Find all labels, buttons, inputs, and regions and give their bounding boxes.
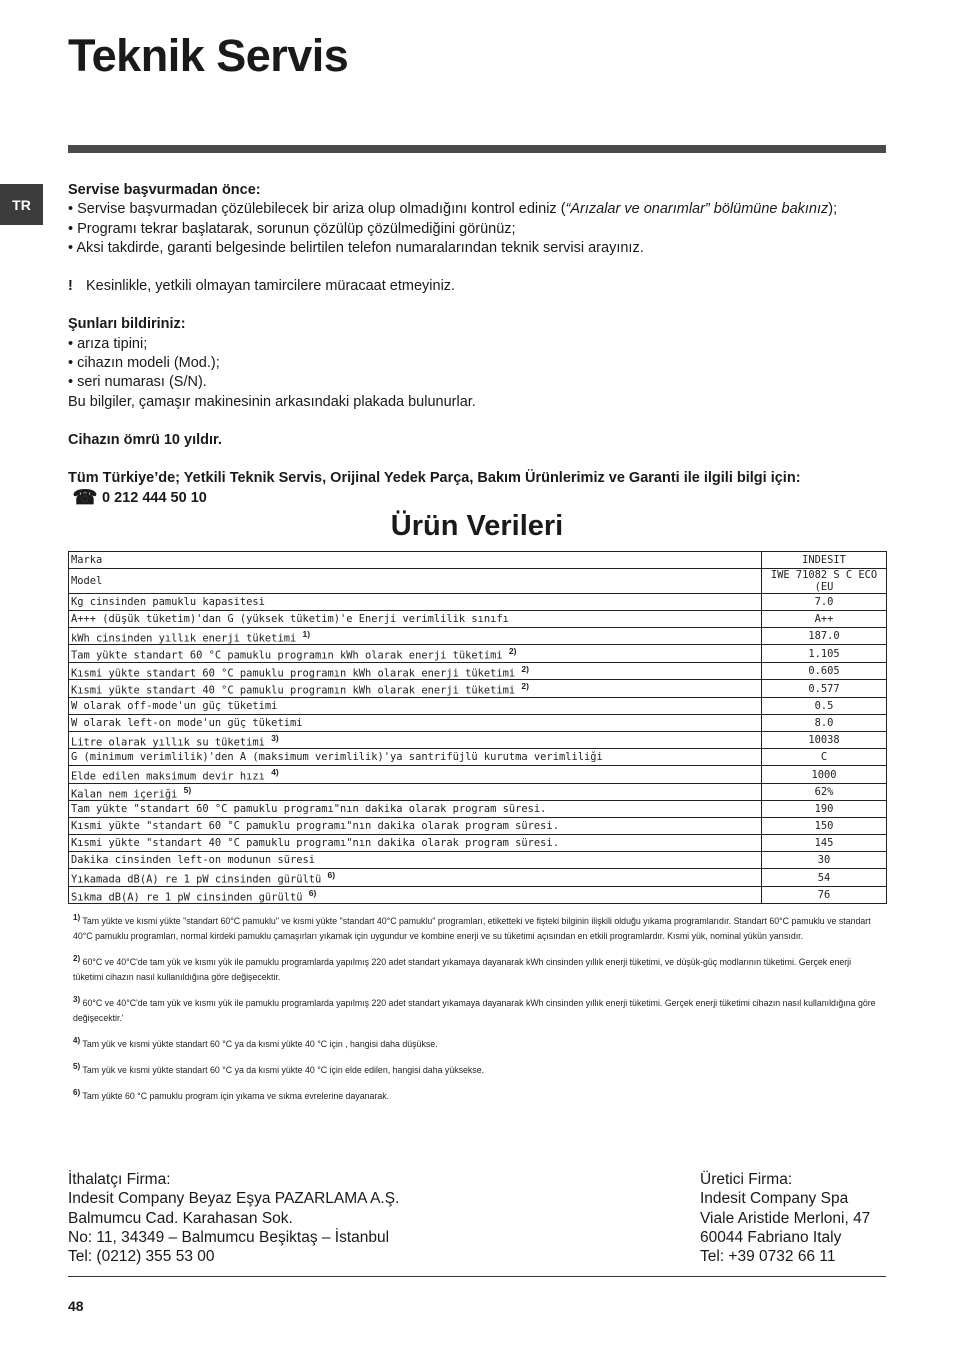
importer-line: Indesit Company Beyaz Eşya PAZARLAMA A.Ş.: [68, 1190, 400, 1208]
title-divider: [68, 145, 886, 153]
table-row: [69, 749, 887, 766]
row-label: Kg cinsinden pamuklu kapasitesi: [69, 594, 762, 611]
row-value: A++: [762, 611, 887, 628]
footnotes: [73, 910, 883, 1111]
row-label: Kısmi yükte "standart 40 °C pamuklu programı"nın dakika olarak program süresi.: [69, 835, 762, 852]
manufacturer-line: Indesit Company Spa: [700, 1190, 849, 1208]
footnote-ref: 3): [271, 732, 279, 743]
service-info-section: [68, 181, 886, 508]
row-label: Kısmi yükte standart 60 °C pamuklu programın kWh olarak enerji tüketimi $^{2)}$: [69, 662, 762, 679]
table-row: [69, 645, 887, 662]
row-value: 1.105: [762, 645, 887, 662]
table-row: [69, 869, 887, 886]
importer-line: Tel: (0212) 355 53 00: [68, 1248, 215, 1266]
row-value: 0.5: [762, 697, 887, 714]
table-row: [69, 569, 887, 594]
row-label: Yıkamada dB(A) re 1 pW cinsinden gürültü $^{6)}$: [69, 869, 762, 886]
servis-heading: Servise başvurmadan önce:: [68, 182, 261, 198]
row-value: 0.605: [762, 662, 887, 679]
footnote: $^{1)}$ Tam yükte ve kısmi yükte "standart 60°C pamuklu" ve kısmi yükte "standart 40°C pamuklu" programları, etiketteki ve fişteki bilginin ilişkili olduğu yıkama programlarıdır. Standart 60°C pamuklu ve standart 40°C pamuklu programları, normal kirdeki pamuklu çamaşırları yıkamak için uygundur ve kombine enerji ve su tüketimi açısından en etkili programlardır. Kısmi yük, nominal yükün yarısıdır.: [73, 913, 871, 941]
info-line: Tüm Türkiye’de; Yetkili Teknik Servis, Orijinal Yedek Parça, Bakım Ürünlerimiz ve Garanti ile ilgili bilgi için:: [68, 470, 801, 487]
row-value: 30: [762, 852, 887, 869]
product-data-title: Ürün Verileri: [390, 510, 564, 542]
row-label: Model: [69, 569, 762, 594]
list-item: • arıza tipini;: [68, 335, 886, 354]
row-label: Kısmi yükte "standart 60 °C pamuklu programı"nın dakika olarak program süresi.: [69, 818, 762, 835]
row-label: G (minimum verimlilik)'den A (maksimum verimlilik)'ya santrifüjlü kurutma verimliliği: [69, 749, 762, 766]
footnote: $^{4)}$ Tam yük ve kısmi yükte standart 60 °C ya da kısmi yükte 40 °C için , hangisi daha düşükse.: [73, 1035, 438, 1049]
manufacturer-address: [700, 1170, 870, 1266]
footnote: $^{3)}$ 60°C ve 40°C'de tam yük ve kısmı yük ile pamuklu programlarda yapılmış 220 adet standart yıkamaya dayanarak kWh cinsinden yıllık enerji tüketimi. Gerçek enerji tüketimi cihazın nasıl kullanıldığına göre değişecektir.': [73, 994, 876, 1023]
table-row: [69, 835, 887, 852]
importer-line: Balmumcu Cad. Karahasan Sok.: [68, 1209, 293, 1227]
manufacturer-line: 60044 Fabriano Italy: [700, 1228, 842, 1246]
row-value: 8.0: [762, 714, 887, 731]
footnote: $^{2)}$ 60°C ve 40°C'de tam yük ve kısmı yük ile pamuklu programlarda yapılmış 220 adet standart yıkamaya dayanarak kWh cinsinden yıllık enerji tüketimi, ve düşük-güç modlarının tüketimi. Gerçek enerji tüketimi cihazın nasıl kullanıldığına göre değişecektir.: [73, 953, 852, 982]
table-row: [69, 886, 887, 903]
row-label: Marka: [69, 552, 762, 569]
footnote-ref: 6): [327, 870, 336, 881]
table-row: [69, 731, 887, 748]
lifetime-text: Cihazın ömrü 10 yıldır.: [68, 431, 222, 448]
row-label: Sıkma dB(A) re 1 pW cinsinden gürültü $^{6)}$: [69, 886, 762, 903]
table-row: [69, 852, 887, 869]
list-item: • seri numarası (S/N).: [68, 373, 886, 392]
table-row: [69, 680, 887, 697]
table-row: [69, 818, 887, 835]
importer-line: No: 11, 34349 – Balmumcu Beşiktaş – İstanbul: [68, 1228, 390, 1246]
row-label: kWh cinsinden yıllık enerji tüketimi $^{1)}$: [69, 628, 762, 645]
row-label: Kalan nem içeriği $^{5)}$: [69, 783, 762, 800]
importer-address: [68, 1170, 399, 1266]
footnote: $^{6)}$ Tam yükte 60 °C pamuklu program için yıkama ve sıkma evrelerine dayanarak.: [73, 1087, 390, 1101]
row-value: 7.0: [762, 594, 887, 611]
footnote-ref: 4): [271, 767, 279, 778]
warning-note: ! Kesinlikle, yetkili olmayan tamircilere müracaat etmeyiniz.: [68, 277, 886, 296]
table-row: [69, 801, 887, 818]
footnote-ref: 5): [183, 784, 192, 795]
footer-divider: [68, 1276, 886, 1277]
row-value: 76: [762, 886, 887, 903]
row-value: 1000: [762, 766, 887, 783]
row-value: 187.0: [762, 628, 887, 645]
row-value: C: [762, 749, 887, 766]
table-row: [69, 611, 887, 628]
telephone-icon: ☎: [72, 486, 98, 509]
footnote-ref: 6): [308, 887, 317, 898]
bildir-note: Bu bilgiler, çamaşır makinesinin arkasındaki plakada bulunurlar.: [68, 393, 476, 410]
manufacturer-line: Üretici Firma:: [700, 1171, 793, 1188]
importer-line: İthalatçı Firma:: [68, 1171, 171, 1188]
table-row: [69, 783, 887, 800]
row-value: 62%: [762, 783, 887, 800]
phone-number: 0 212 444 50 10: [102, 489, 207, 506]
footnote-ref: 2): [521, 663, 529, 674]
manufacturer-line: Tel: +39 0732 66 11: [700, 1248, 836, 1266]
list-item: • cihazın modeli (Mod.);: [68, 354, 886, 373]
phone-line: [68, 486, 886, 509]
row-label: Kısmi yükte standart 40 °C pamuklu programın kWh olarak enerji tüketimi $^{2)}$: [69, 680, 762, 697]
row-value: 190: [762, 801, 887, 818]
row-value: 145: [762, 835, 887, 852]
servis-bullet-3: • Aksi takdirde, garanti belgesinde belirtilen telefon numaralarından teknik servisi arayınız.: [68, 239, 886, 258]
table-row: [69, 766, 887, 783]
warning-icon: !: [68, 278, 73, 295]
table-row: [69, 552, 887, 569]
row-label: A+++ (düşük tüketim)'dan G (yüksek tüketim)'e Enerji verimlilik sınıfı: [69, 611, 762, 628]
row-label: W olarak off-mode'un güç tüketimi: [69, 697, 762, 714]
table-row: [69, 628, 887, 645]
footnote-ref: 2): [508, 646, 517, 657]
table-row: [69, 714, 887, 731]
row-label: Tam yükte standart 60 °C pamuklu programın kWh olarak enerji tüketimi $^{2)}$: [69, 645, 762, 662]
row-value: 0.577: [762, 680, 887, 697]
bildir-heading: Şunları bildiriniz:: [68, 316, 186, 333]
footnote-ref: 2): [521, 681, 529, 692]
row-value: 10038: [762, 731, 887, 748]
product-data-table: [68, 551, 887, 904]
table-row: [69, 594, 887, 611]
row-label: Elde edilen maksimum devir hızı $^{4)}$: [69, 766, 762, 783]
row-value: INDESIT: [762, 552, 887, 569]
page-title: Teknik Servis: [68, 30, 349, 81]
row-value: 150: [762, 818, 887, 835]
row-label: Litre olarak yıllık su tüketimi $^{3)}$: [69, 731, 762, 748]
footnote-ref: 1): [302, 629, 311, 639]
servis-bullet-1: • Servise başvurmadan çözülebilecek bir ariza olup olmadığını kontrol ediniz (“Arızalar ve onarımlar” bölümüne bakınız);: [68, 200, 886, 219]
row-value: 54: [762, 869, 887, 886]
row-value: IWE 71082 S C ECO (EU: [762, 569, 887, 594]
table-row: [69, 662, 887, 679]
row-label: Dakika cinsinden left-on modunun süresi: [69, 852, 762, 869]
row-label: Tam yükte "standart 60 °C pamuklu programı"nın dakika olarak program süresi.: [69, 801, 762, 818]
servis-bullet-2: • Programı tekrar başlatarak, sorunun çözülüp çözülmediğini görünüz;: [68, 220, 886, 239]
footnote: $^{5)}$ Tam yük ve kısmi yükte standart 60 °C ya da kısmi yükte 40 °C için elde edilen, hangisi daha yüksekse.: [73, 1061, 485, 1075]
manufacturer-line: Viale Aristide Merloni, 47: [700, 1209, 871, 1227]
table-row: [69, 697, 887, 714]
page-number: 48: [68, 1298, 84, 1314]
language-tab: TR: [0, 184, 43, 225]
row-label: W olarak left-on mode'un güç tüketimi: [69, 714, 762, 731]
